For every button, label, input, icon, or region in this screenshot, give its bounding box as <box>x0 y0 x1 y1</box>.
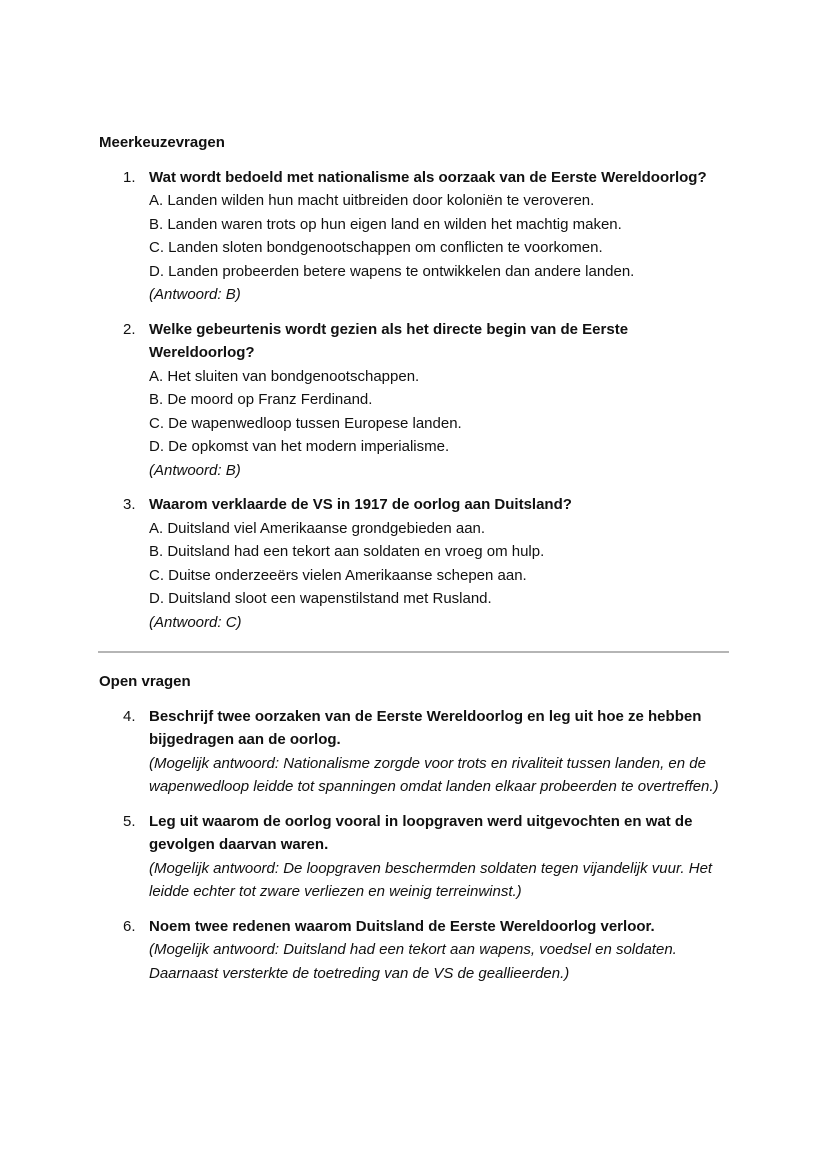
mc-question-list <box>99 166 731 635</box>
question-2 <box>99 318 731 483</box>
model-answer: (Mogelijk antwoord: De loopgraven beschermden soldaten tegen vijandelijk vuur. Het leidde echter tot zware verliezen en weinig terreinwinst.) <box>149 859 713 900</box>
option-b: B. De moord op Franz Ferdinand. <box>149 391 373 408</box>
open-question-list <box>99 705 731 986</box>
option-a: A. Het sluiten van bondgenootschappen. <box>149 367 420 385</box>
question-number: 2. <box>123 320 136 338</box>
question-3 <box>99 493 731 634</box>
question-text: Noem twee redenen waarom Duitsland de Eerste Wereldoorlog verloor. <box>149 917 655 935</box>
option-c: C. De wapenwedloop tussen Europese landen. <box>149 414 462 432</box>
question-text: Welke gebeurtenis wordt gezien als het directe begin van de Eerste Wereldoorlog? <box>149 320 629 361</box>
option-c: C. Duitse onderzeeërs vielen Amerikaanse schepen aan. <box>149 566 527 584</box>
question-1 <box>99 166 731 307</box>
question-5 <box>99 810 731 904</box>
open-section-title: Open vragen <box>99 673 191 690</box>
option-a: A. Duitsland viel Amerikaanse grondgebieden aan. <box>149 519 486 537</box>
question-text: Wat wordt bedoeld met nationalisme als oorzaak van de Eerste Wereldoorlog? <box>149 168 707 186</box>
question-number: 6. <box>123 917 136 935</box>
question-4 <box>99 705 731 799</box>
model-answer: (Mogelijk antwoord: Nationalisme zorgde voor trots en rivaliteit tussen landen, en de wapenwedloop leidde tot spanningen omdat landen elkaar probeerden te overtreffen.) <box>149 754 719 795</box>
option-c: C. Landen sloten bondgenootschappen om conflicten te voorkomen. <box>149 239 603 256</box>
option-b: B. Landen waren trots op hun eigen land en wilden het machtig maken. <box>149 215 622 233</box>
option-d: D. Duitsland sloot een wapenstilstand met Rusland. <box>149 590 492 607</box>
question-number: 3. <box>123 496 136 513</box>
question-text: Beschrijf twee oorzaken van de Eerste Wereldoorlog en leg uit hoe ze hebben bijgedragen aan de oorlog. <box>149 707 702 748</box>
option-d: D. Landen probeerden betere wapens te ontwikkelen dan andere landen. <box>149 262 635 280</box>
option-a: A. Landen wilden hun macht uitbreiden door koloniën te veroveren. <box>149 192 595 209</box>
question-6 <box>99 915 731 986</box>
answer-key: (Antwoord: C) <box>149 613 242 631</box>
answer-key: (Antwoord: B) <box>149 461 241 479</box>
question-text: Waarom verklaarde de VS in 1917 de oorlog aan Duitsland? <box>149 496 572 513</box>
mc-section-title: Meerkeuzevragen <box>99 134 225 151</box>
model-answer: (Mogelijk antwoord: Duitsland had een tekort aan wapens, voedsel en soldaten. Daarnaast versterkte de toetreding van de VS de geallieerden.) <box>149 941 677 982</box>
question-number: 1. <box>123 168 136 186</box>
option-d: D. De opkomst van het modern imperialisme. <box>149 438 450 455</box>
section-divider <box>98 651 729 653</box>
question-number: 5. <box>123 812 136 830</box>
question-text: Leg uit waarom de oorlog vooral in loopgraven werd uitgevochten en wat de gevolgen daarvan waren. <box>149 812 693 853</box>
option-b: B. Duitsland had een tekort aan soldaten en vroeg om hulp. <box>149 543 545 560</box>
answer-key: (Antwoord: B) <box>149 286 241 303</box>
question-number: 4. <box>123 707 136 725</box>
document-page <box>99 131 731 996</box>
